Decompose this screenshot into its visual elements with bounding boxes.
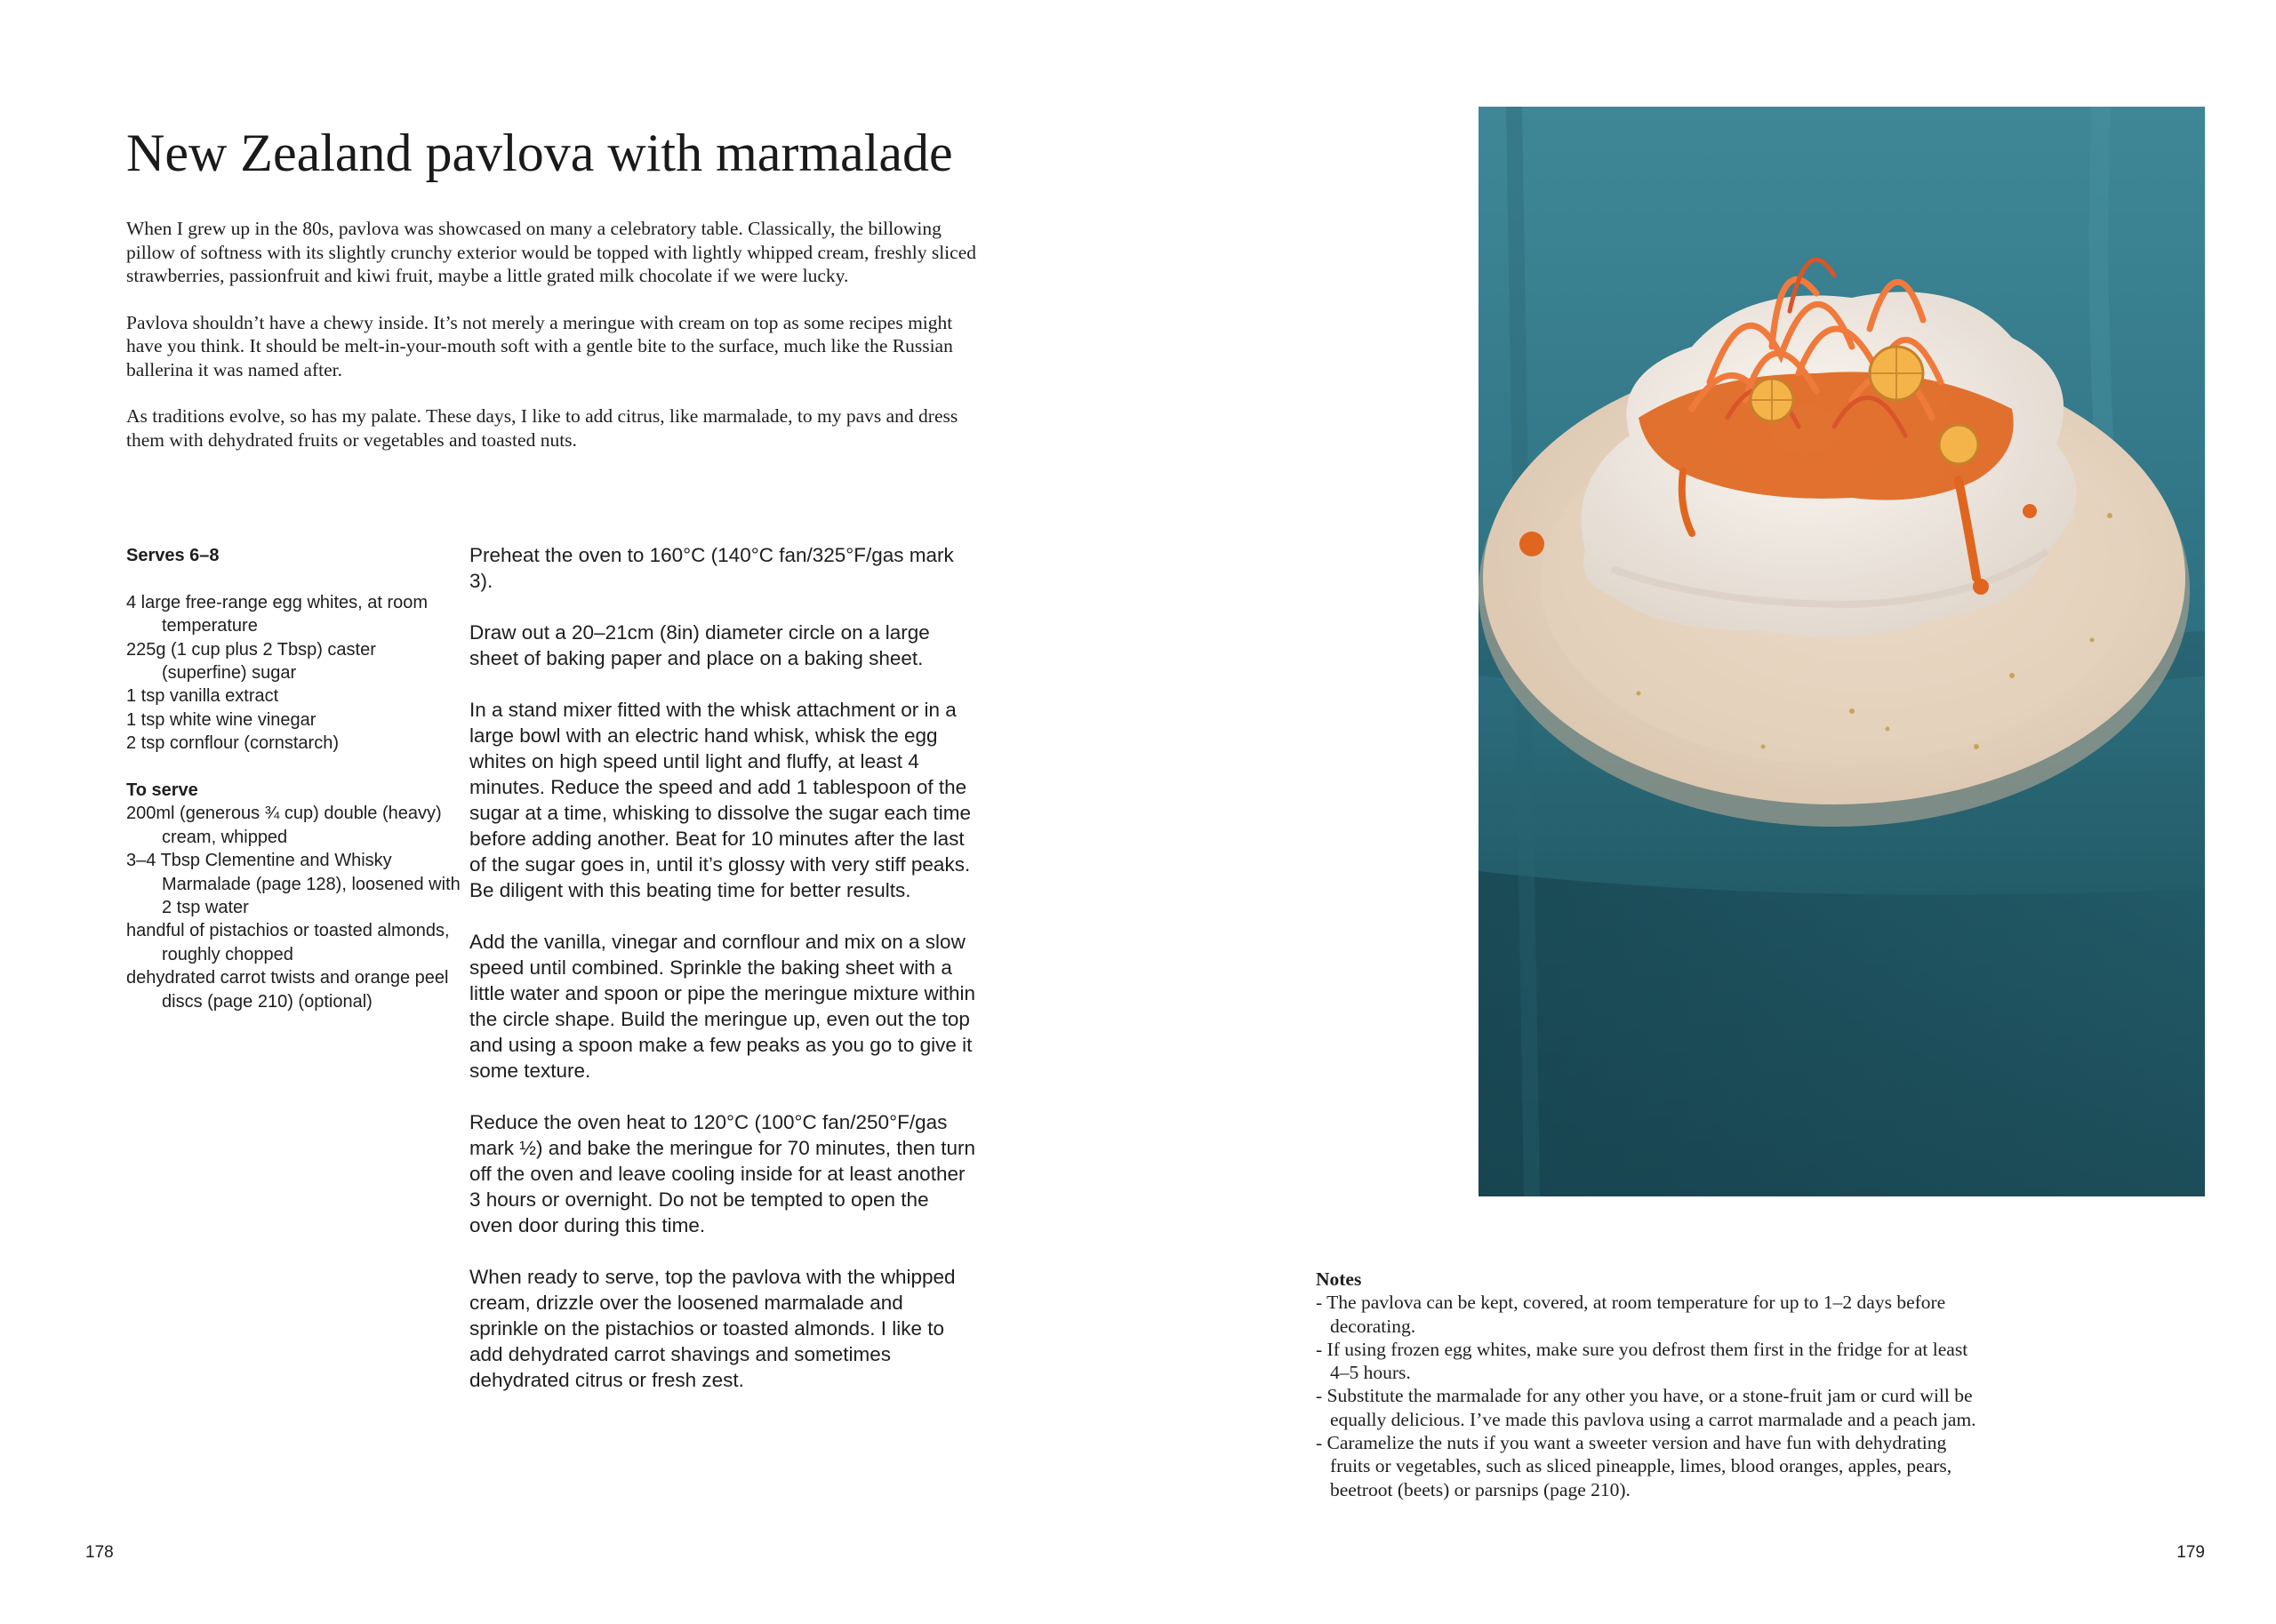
ingredient-item: 225g (1 cup plus 2 Tbsp) caster (superfine) sugar: [126, 639, 376, 684]
notes-heading: Notes: [1316, 1268, 1362, 1290]
note-item: - The pavlova can be kept, covered, at room temperature for up to 1–2 days before decorating.: [1316, 1292, 1946, 1337]
note-item: - Caramelize the nuts if you want a sweeter version and have fun with dehydrating fruits or vegetables, such as sliced pineapple, limes, blood oranges, apples, pears, beetroot (beets) or parsnips (page 210).: [1316, 1432, 1952, 1500]
method-step: In a stand mixer fitted with the whisk attachment or in a large bowl with an electric hand whisk, whisk the egg whites on high speed until light and fluffy, at least 4 minutes. Reduce the speed and add 1 tablespoon of the sugar at a time, whisking to dissolve the sugar each time before adding another. Beat for 10 minutes after the last of the sugar goes in, until it’s glossy with very stiff peaks. Be diligent with this beating time for better results.: [469, 699, 972, 901]
method-step: Preheat the oven to 160°C (140°C fan/325°F/gas mark 3).: [469, 544, 954, 592]
method-step: When ready to serve, top the pavlova with the whipped cream, drizzle over the loosened marmalade and sprinkle on the pistachios or toasted almonds. I like to add dehydrated carrot shavings and sometimes dehydrated citrus or fresh zest.: [469, 1266, 956, 1391]
ingredient-item: 1 tsp vanilla extract: [126, 686, 279, 707]
intro-paragraph: As traditions evolve, so has my palate. These days, I like to add citrus, like marmalade, to my pavs and dress them with dehydrated fruits or vegetables and toasted nuts.: [126, 405, 958, 451]
to-serve-heading: To serve: [126, 780, 198, 801]
ingredient-item: 4 large free-range egg whites, at room temperature: [126, 592, 429, 636]
to-serve-item: 3–4 Tbsp Clementine and Whisky Marmalade (page 128), loosened with 2 tsp water: [126, 851, 461, 918]
method-step: Reduce the oven heat to 120°C (100°C fan/250°F/gas mark ½) and bake the meringue for 70 minutes, then turn off the oven and leave cooling inside for at least another 3 hours or overnight. Do not be tempted to open the oven door during this time.: [469, 1111, 976, 1236]
ingredients-list: [126, 544, 464, 1013]
note-item: - If using frozen egg whites, make sure you defrost them first in the fridge for at least 4–5 hours.: [1316, 1338, 1968, 1384]
intro-paragraph: Pavlova shouldn’t have a chewy inside. It’s not merely a meringue with cream on top as some recipes might have you think. It should be melt-in-your-mouth soft with a gentle bite to the surface, much like the Russian ballerina it was named after.: [126, 311, 953, 380]
page-number-right: 179: [2176, 1543, 2205, 1562]
intro-paragraph: When I grew up in the 80s, pavlova was showcased on many a celebratory table. Classically, the billowing pillow of softness with its slightly crunchy exterior would be topped with lightly whipped cream, freshly sliced strawberries, passionfruit and kiwi fruit, maybe a little grated milk chocolate if we were lucky.: [126, 218, 976, 286]
note-item: - Substitute the marmalade for any other you have, or a stone-fruit jam or curd will be equally delicious. I’ve made this pavlova using a carrot marmalade and a peach jam.: [1316, 1385, 1976, 1430]
recipe-intro: [126, 217, 980, 475]
recipe-notes: [1316, 1268, 1992, 1501]
recipe-title: New Zealand pavlova with marmalade: [126, 124, 953, 182]
ingredient-item: 2 tsp cornflour (cornstarch): [126, 733, 339, 754]
method-step: Draw out a 20–21cm (8in) diameter circle on a large sheet of baking paper and place on a baking sheet.: [469, 621, 930, 669]
serves-heading: Serves 6–8: [126, 546, 220, 565]
method-steps: [469, 542, 976, 1419]
method-step: Add the vanilla, vinegar and cornflour and mix on a slow speed until combined. Sprinkle the baking sheet with a little water and spoon or pipe the meringue mixture within the circle shape. Build the meringue up, even out the top and using a spoon make a few peaks as you go to give it some texture.: [469, 931, 976, 1082]
ingredient-item: 1 tsp white wine vinegar: [126, 709, 317, 730]
pavlova-illustration: [1479, 107, 2205, 1196]
to-serve-item: handful of pistachios or toasted almonds, roughly chopped: [126, 921, 450, 964]
pavlova-photo: [1479, 107, 2205, 1196]
page-number-left: 178: [85, 1543, 114, 1562]
to-serve-item: dehydrated carrot twists and orange peel discs (page 210) (optional): [126, 968, 449, 1012]
to-serve-item: 200ml (generous ¾ cup) double (heavy) cream, whipped: [126, 804, 442, 847]
